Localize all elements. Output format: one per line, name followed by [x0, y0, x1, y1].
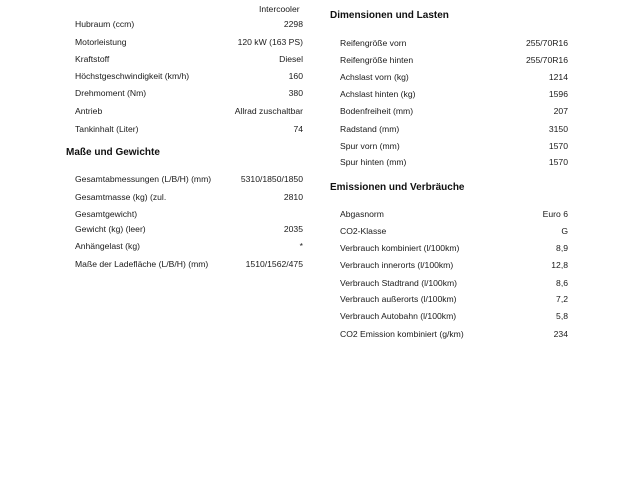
spec-value: 1596 — [548, 89, 568, 99]
spec-row-reifen-hinten — [340, 53, 568, 67]
spec-value: * — [299, 241, 303, 251]
spec-row-verbrauch-stadtrand — [340, 276, 568, 290]
spec-row-achslast-vorn — [340, 70, 568, 84]
spec-value: 2810 — [283, 192, 303, 202]
spec-row-tankinhalt — [75, 122, 303, 136]
spec-value: 380 — [288, 88, 303, 98]
spec-label: CO2-Klasse — [340, 226, 387, 236]
spec-label: Maße der Ladefläche (L/B/H) (mm) — [75, 259, 209, 269]
spec-row-gesamtgewicht — [75, 207, 303, 221]
spec-row-radstand — [340, 122, 568, 136]
spec-value: 1570 — [548, 141, 568, 151]
spec-label: Reifengröße hinten — [340, 55, 414, 65]
spec-row-bodenfreiheit — [340, 104, 568, 118]
spec-row-leergewicht — [75, 222, 303, 236]
spec-row-antrieb — [75, 104, 303, 118]
spec-label: Gesamtmasse (kg) (zul. — [75, 192, 167, 202]
spec-row-achslast-hinten — [340, 87, 568, 101]
spec-row-abgasnorm — [340, 207, 568, 221]
spec-value: 1510/1562/475 — [245, 259, 303, 269]
spec-label: Gesamtabmessungen (L/B/H) (mm) — [75, 174, 212, 184]
spec-label: Drehmoment (Nm) — [75, 88, 147, 98]
spec-label: Höchstgeschwindigkeit (km/h) — [75, 71, 190, 81]
spec-row-co2-emission — [340, 327, 568, 341]
spec-label: Verbrauch Stadtrand (l/100km) — [340, 278, 458, 288]
spec-value: 7,2 — [556, 294, 568, 304]
section-title-weights: Maße und Gewichte — [66, 147, 160, 158]
spec-label: Antrieb — [75, 106, 103, 116]
spec-label: Verbrauch kombiniert (l/100km) — [340, 243, 460, 253]
spec-row-verbrauch-kombiniert — [340, 241, 568, 255]
spec-label: CO2 Emission kombiniert (g/km) — [340, 329, 464, 339]
spec-row-co2-klasse — [340, 224, 568, 238]
spec-value: 160 — [288, 71, 303, 81]
spec-value: Allrad zuschaltbar — [234, 106, 303, 116]
spec-label: Bodenfreiheit (mm) — [340, 106, 414, 116]
spec-row-spur-vorn — [340, 139, 568, 153]
spec-label: Abgasnorm — [340, 209, 384, 219]
spec-row-hoechstgeschwindigkeit — [75, 69, 303, 83]
spec-value: G — [561, 226, 568, 236]
spec-label: Gewicht (kg) (leer) — [75, 224, 146, 234]
spec-value: 2035 — [283, 224, 303, 234]
spec-value: 120 kW (163 PS) — [237, 37, 303, 47]
spec-value: 8,9 — [556, 243, 568, 253]
intercooler-note: Intercooler — [259, 4, 300, 14]
spec-row-verbrauch-innerorts — [340, 258, 568, 272]
spec-label: Spur hinten (mm) — [340, 157, 407, 167]
spec-value: Euro 6 — [542, 209, 568, 219]
spec-value: 3150 — [548, 124, 568, 134]
spec-label: Achslast vorn (kg) — [340, 72, 409, 82]
section-title-dimensions: Dimensionen und Lasten — [330, 10, 449, 21]
spec-row-gesamtabmessungen — [75, 172, 303, 186]
spec-label: Tankinhalt (Liter) — [75, 124, 139, 134]
spec-value: 1214 — [548, 72, 568, 82]
spec-row-spur-hinten — [340, 155, 568, 169]
spec-row-verbrauch-autobahn — [340, 309, 568, 323]
spec-label: Reifengröße vorn — [340, 38, 407, 48]
spec-value: 255/70R16 — [525, 55, 568, 65]
spec-row-motorleistung — [75, 35, 303, 49]
spec-row-verbrauch-ausserorts — [340, 292, 568, 306]
spec-label: Spur vorn (mm) — [340, 141, 400, 151]
spec-row-hubraum — [75, 17, 303, 31]
spec-label: Verbrauch außerorts (l/100km) — [340, 294, 457, 304]
spec-value: 234 — [553, 329, 568, 339]
spec-value: 207 — [553, 106, 568, 116]
spec-label: Anhängelast (kg) — [75, 241, 140, 251]
spec-row-kraftstoff — [75, 52, 303, 66]
spec-label: Verbrauch innerorts (l/100km) — [340, 260, 454, 270]
spec-row-ladeflaeche — [75, 257, 303, 271]
section-title-emissions: Emissionen und Verbräuche — [330, 182, 465, 193]
spec-row-reifen-vorn — [340, 36, 568, 50]
spec-label: Motorleistung — [75, 37, 127, 47]
spec-label: Radstand (mm) — [340, 124, 400, 134]
spec-row-drehmoment — [75, 86, 303, 100]
spec-value: 5310/1850/1850 — [240, 174, 303, 184]
spec-value: 12,8 — [551, 260, 568, 270]
spec-label: Kraftstoff — [75, 54, 110, 64]
spec-value: 5,8 — [556, 311, 568, 321]
spec-label: Gesamtgewicht) — [75, 209, 138, 219]
spec-value: 8,6 — [556, 278, 568, 288]
spec-row-anhaengelast — [75, 239, 303, 253]
spec-value: 74 — [293, 124, 303, 134]
spec-value: 1570 — [548, 157, 568, 167]
spec-row-gesamtmasse — [75, 190, 303, 204]
spec-value: 255/70R16 — [525, 38, 568, 48]
spec-value: Diesel — [279, 54, 303, 64]
spec-label: Achslast hinten (kg) — [340, 89, 416, 99]
spec-value: 2298 — [283, 19, 303, 29]
spec-label: Verbrauch Autobahn (l/100km) — [340, 311, 457, 321]
spec-label: Hubraum (ccm) — [75, 19, 135, 29]
